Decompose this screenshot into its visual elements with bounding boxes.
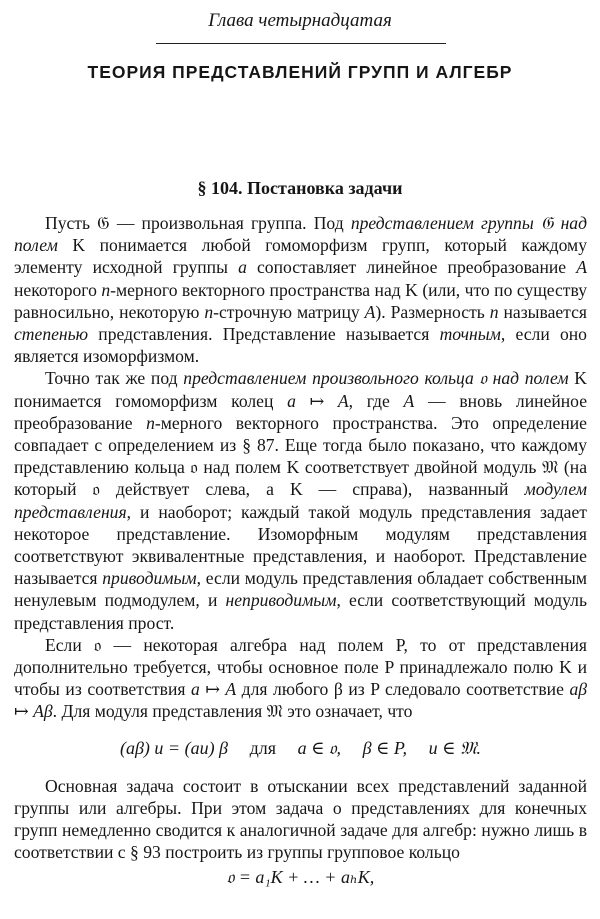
formula-group-ring: 𝔬 = a₁K + … + aₕK, [226,866,375,887]
paragraph-4: Основная задача состоит в отыскании всех представлений заданной группы или алгебры. При этом задача о представлениях для конечных групп немедленно сводится к аналогичной задаче для алгебр: нужно лишь в соответствии с § 93 построить из группы групповое кольцо [14,775,587,863]
body-text [14,212,587,888]
chapter-title: ТЕОРИЯ ПРЕДСТАВЛЕНИЙ ГРУПП И АЛГЕБР [87,62,513,82]
chapter-label: Глава четырнадцатая [208,10,392,31]
paragraph-3: Если 𝔬 — некоторая алгебра над полем P, то от представления дополнительно требуется, чтобы основное поле P принадлежало полю K и чтобы из соответствия a ↦ A для любого β из P следовало соответствие aβ ↦ Aβ. Для модуля представления 𝔐 это означает, что [14,634,588,722]
formula-module-condition: (aβ) u = (au) β для a ∈ 𝔬, β ∈ P, u ∈ 𝔐. [119,737,482,758]
paragraph-1: Пусть 𝔊 — произвольная группа. Под представлением группы 𝔊 над полем K понимается любой гомоморфизм групп, который каждому элементу исходной группы a сопоставляет линейное преобразование A некоторого n-мерного векторного пространства над K (или, что по существу равносильно, некоторую n-строчную матрицу A). Размерность n называется степенью представления. Представление называется точным, если оно является изоморфизмом. [14,213,587,367]
paragraph-2: Точно так же под представлением произвольного кольца 𝔬 над полем K понимается гомоморфизм колец a ↦ A, где A — вновь линейное преобразование n-мерного векторного пространства. Это определение совпадает с определением из § 87. Еще тогда было показано, что каждому представлению кольца 𝔬 над полем K соответствует двойной модуль 𝔐 (на который 𝔬 действует слева, а K — справа), названный модулем представления, и наоборот; каждый такой модуль представления задает некоторое представление. Изоморфным модулям представления соответствуют эквивалентные представления, и наоборот. Представление называется приводимым, если модуль представления обладает собственным ненулевым подмодулем, и неприводимым, если соответствующий модуль представления прост. [14,368,588,633]
section-heading: § 104. Постановка задачи [197,178,403,198]
header-rule [156,43,446,44]
